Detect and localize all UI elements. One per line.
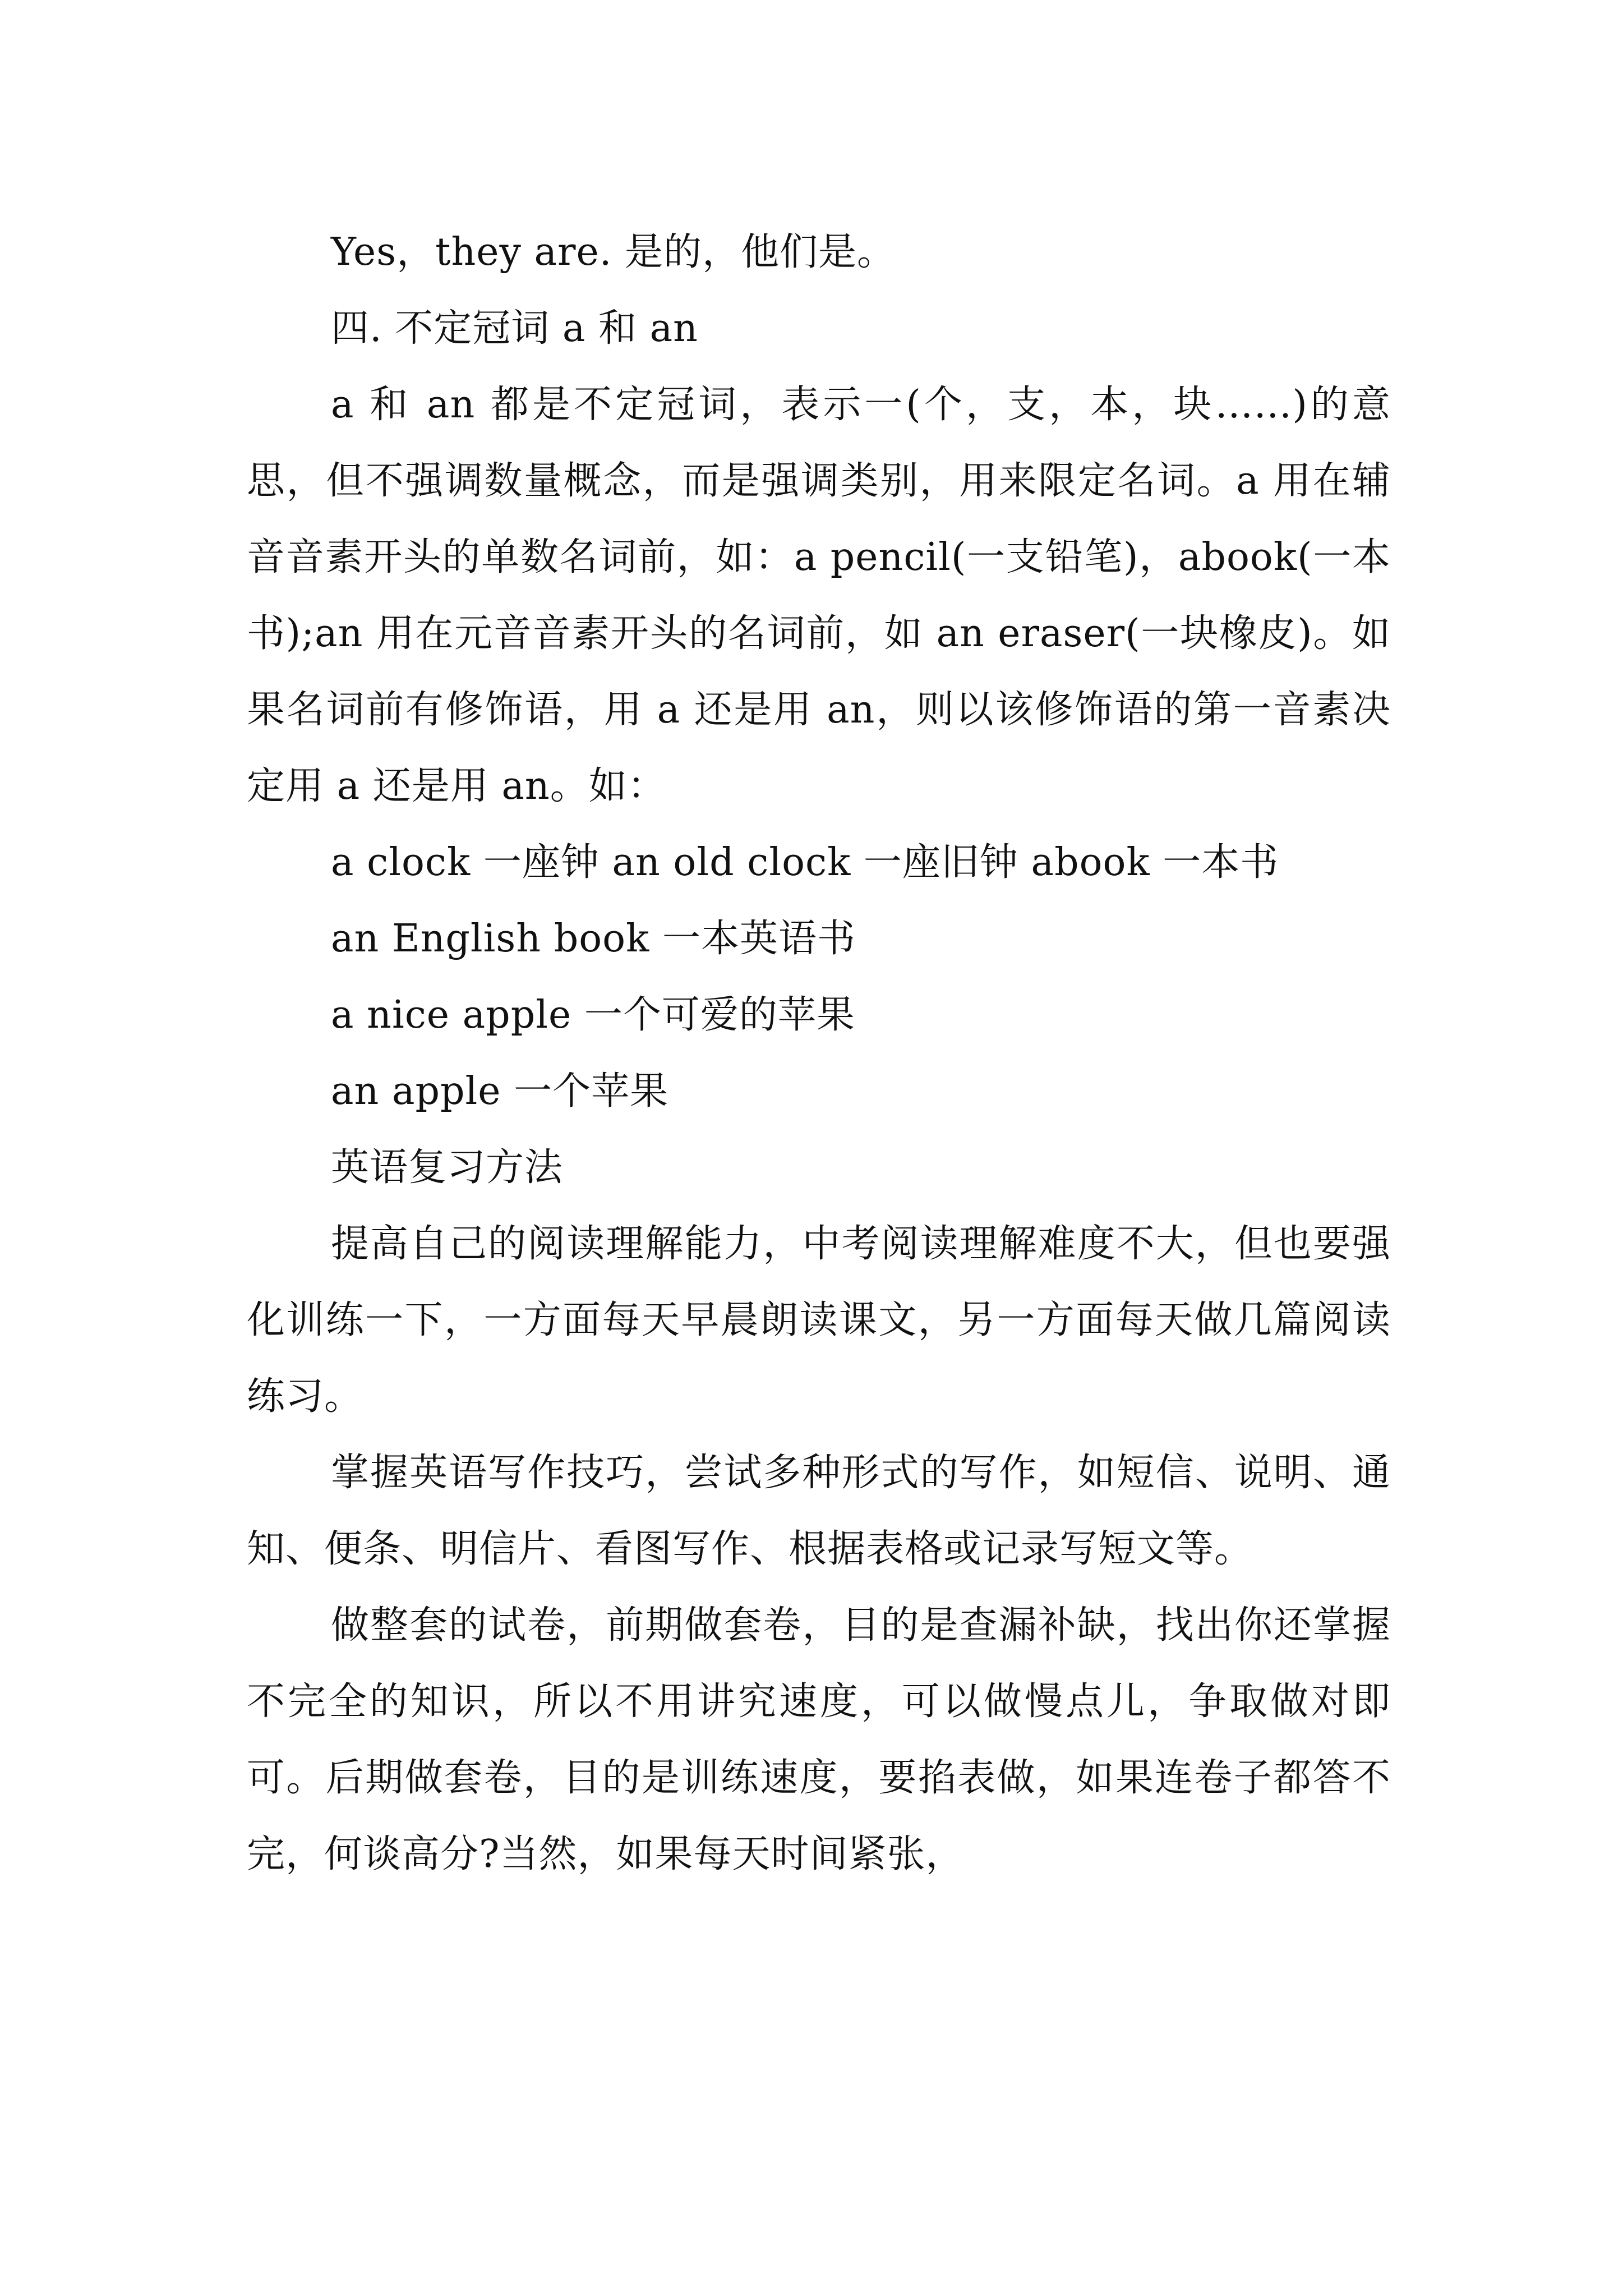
paragraph-practice-tests: 做整套的试卷，前期做套卷，目的是查漏补缺，找出你还掌握不完全的知识，所以不用讲究速度，可以做慢点儿，争取做对即可。后期做套卷，目的是训练速度，要掐表做，如果连卷子都答不完，何谈高分?当然，如果每天时间紧张， [247, 1603, 1391, 1876]
paragraph-english-book-example: an English book 一本英语书 [331, 917, 856, 961]
paragraph-reading-comprehension: 提高自己的阅读理解能力，中考阅读理解难度不大，但也要强化训练一下，一方面每天早晨朗读课文，另一方面每天做几篇阅读练习。 [247, 1222, 1391, 1419]
document-body [247, 214, 1391, 1893]
paragraph-writing-skills: 掌握英语写作技巧，尝试多种形式的写作，如短信、说明、通知、便条、明信片、看图写作、根据表格或记录写短文等。 [247, 1451, 1391, 1571]
paragraph-clock-examples: a clock 一座钟 an old clock 一座旧钟 abook 一本书 [331, 840, 1279, 885]
paragraph-answer-example: Yes，they are. 是的，他们是。 [331, 230, 896, 274]
section-heading-articles: 四. 不定冠词 a 和 an [331, 306, 698, 351]
paragraph-apple-example: an apple 一个苹果 [331, 1069, 669, 1114]
paragraph-articles-explanation: a 和 an 都是不定冠词，表示一(个，支，本，块……)的意思，但不强调数量概念，而是强调类别，用来限定名词。a 用在辅音音素开头的单数名词前，如：a pencil(一支铅笔)，abook(一本书);an 用在元音音素开头的名词前，如 an eraser(一块橡皮)。如果名词前有修饰语，用 a 还是用 an，则以该修饰语的第一音素决定用 a 还是用 an。如： [247, 383, 1391, 808]
paragraph-nice-apple-example: a nice apple 一个可爱的苹果 [331, 993, 855, 1037]
section-heading-review-methods: 英语复习方法 [331, 1145, 564, 1190]
